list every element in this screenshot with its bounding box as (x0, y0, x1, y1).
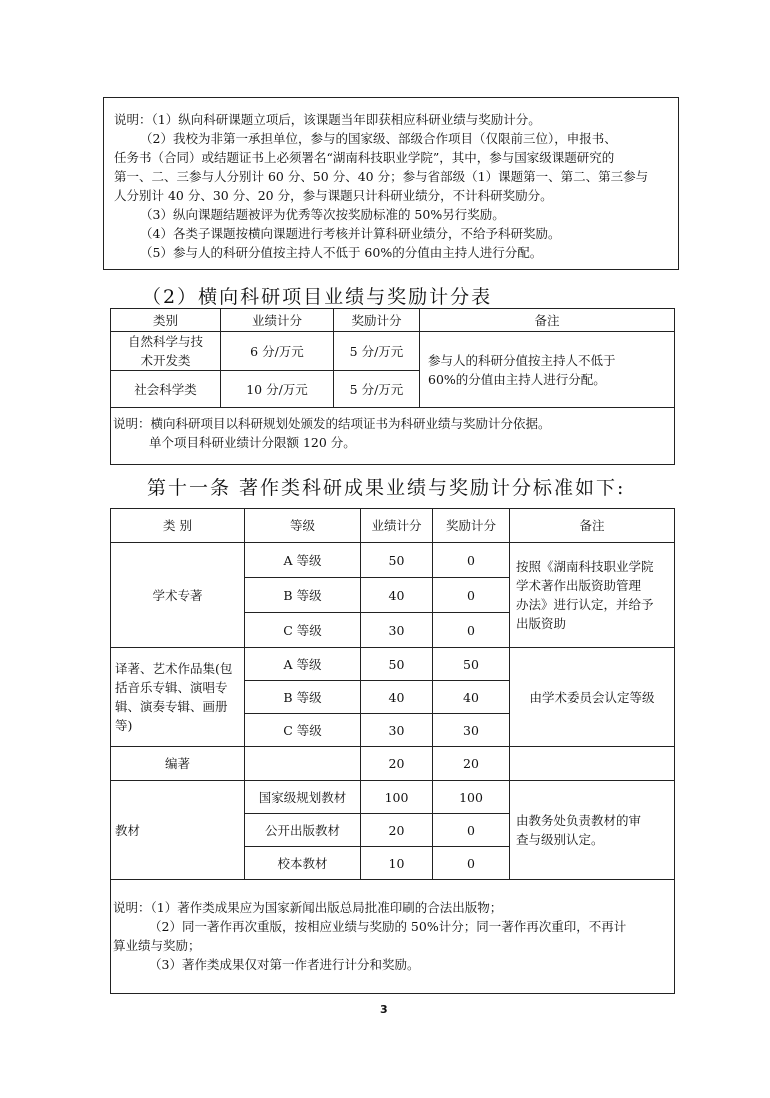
score-cell: 30 (361, 714, 433, 747)
remark-cell (510, 781, 675, 880)
score-cell: 20 (361, 814, 433, 847)
remark-line: 学术著作出版资助管理 (516, 578, 642, 593)
remark-line: 由教务处负责教材的审 (516, 813, 642, 828)
note-line: （3）著作类成果仅对第一作者进行计分和奖励。 (149, 957, 420, 972)
category-line: 自然科学与技 (127, 334, 203, 349)
category-line: 括音乐专辑、演唱专 (115, 680, 228, 695)
remark-line: 办法》进行认定，并给予 (516, 597, 654, 612)
reward-cell: 30 (433, 714, 510, 747)
reward-cell: 0 (433, 578, 510, 613)
score-cell: 30 (361, 613, 433, 648)
remark-line: 60%的分值由主持人进行分配。 (428, 371, 606, 387)
score-cell: 40 (361, 681, 433, 714)
score-cell: 6 分/万元 (221, 332, 334, 371)
header-score: 业绩计分 (361, 509, 433, 543)
grade-cell: 公开出版教材 (245, 814, 361, 847)
grade-cell (245, 747, 361, 781)
category-line: 术开发类 (140, 353, 191, 368)
category-cell (111, 332, 221, 371)
score-cell: 20 (361, 747, 433, 781)
header-grade: 等级 (245, 509, 361, 543)
reward-cell: 40 (433, 681, 510, 714)
publications-table (110, 508, 675, 994)
score-cell: 50 (361, 648, 433, 681)
category-line: 等) (115, 718, 133, 733)
reward-cell: 0 (433, 847, 510, 880)
note-line: 单个项目科研业绩计分限额 120 分。 (149, 435, 356, 450)
category-line: 译著、艺术作品集(包 (115, 661, 233, 676)
remark-cell (510, 543, 675, 648)
note-line: （2）同一著作再次重版，按相应业绩与奖励的 50%计分；同一著作再次重印，不再计 (149, 919, 627, 934)
header-category: 类别 (111, 309, 221, 332)
category-cell: 编著 (111, 747, 245, 781)
category-cell: 教材 (111, 781, 245, 880)
reward-cell: 20 (433, 747, 510, 781)
reward-cell: 5 分/万元 (334, 371, 420, 408)
note-line: 说明：（1）著作类成果应为国家新闻出版总局批准印刷的合法出版物； (113, 900, 503, 915)
note-line: 第一、二、三参与人分别计 60 分、50 分、40 分；参与省部级（1）课题第一、第二、第三参与 (114, 169, 649, 184)
header-category: 类 别 (111, 509, 245, 543)
note-box-vertical-projects (103, 97, 679, 270)
note-line: 任务书（合同）或结题证书上必须署名“湖南科技职业学院”，其中，参与国家级课题研究的 (114, 150, 615, 165)
publications-note-cell (111, 880, 675, 994)
remark-line: 参与人的科研分值按主持人不低于 (428, 352, 616, 368)
reward-cell: 0 (433, 613, 510, 648)
score-cell: 10 (361, 847, 433, 880)
category-cell: 社会科学类 (111, 371, 221, 408)
remark-line: 按照《湖南科技职业学院 (516, 559, 654, 574)
note-line: （3）纵向课题结题被评为优秀等次按奖励标准的 50%另行奖励。 (140, 207, 505, 222)
reward-cell: 100 (433, 781, 510, 814)
article-11-title: 第十一条 著作类科研成果业绩与奖励计分标准如下: (147, 477, 626, 499)
reward-cell: 5 分/万元 (334, 332, 420, 371)
score-cell: 40 (361, 578, 433, 613)
reward-cell: 50 (433, 648, 510, 681)
note-line: 说明：（1）纵向科研课题立项后，该课题当年即获相应科研业绩与奖励计分。 (114, 112, 541, 127)
horizontal-projects-table (110, 308, 675, 465)
remark-cell: 由学术委员会认定等级 (510, 648, 675, 747)
header-remark: 备注 (420, 309, 675, 332)
grade-cell: 校本教材 (245, 847, 361, 880)
horizontal-note-cell (111, 408, 675, 465)
remark-cell (510, 747, 675, 781)
page-number: 3 (380, 1003, 388, 1016)
remark-line: 出版资助 (516, 616, 567, 631)
header-reward: 奖励计分 (433, 509, 510, 543)
reward-cell: 0 (433, 814, 510, 847)
grade-cell: B 等级 (245, 681, 361, 714)
note-line: 人分别计 40 分、30 分、20 分，参与课题只计科研业绩分，不计科研奖励分。 (114, 188, 553, 203)
note-line: （4）各类子课题按横向课题进行考核并计算科研业绩分，不给予科研奖励。 (140, 226, 561, 241)
note-line: （2）我校为非第一承担单位，参与的国家级、部级合作项目（仅限前三位），申报书、 (140, 131, 617, 146)
grade-cell: A 等级 (245, 543, 361, 578)
note-line: 说明：横向科研项目以科研规划处颁发的结项证书为科研业绩与奖励计分依据。 (113, 416, 551, 431)
score-cell: 10 分/万元 (221, 371, 334, 408)
header-reward: 奖励计分 (334, 309, 420, 332)
category-cell: 学术专著 (111, 543, 245, 648)
remark-line: 查与级别认定。 (516, 832, 604, 847)
section-title-horizontal-projects: （2）横向科研项目业绩与奖励计分表 (142, 286, 493, 308)
grade-cell: C 等级 (245, 714, 361, 747)
note-line: 算业绩与奖励； (113, 938, 201, 953)
header-score: 业绩计分 (221, 309, 334, 332)
category-cell (111, 648, 245, 747)
reward-cell: 0 (433, 543, 510, 578)
remark-cell (420, 332, 675, 408)
grade-cell: B 等级 (245, 578, 361, 613)
category-line: 辑、演奏专辑、画册 (115, 699, 228, 714)
score-cell: 100 (361, 781, 433, 814)
grade-cell: 国家级规划教材 (245, 781, 361, 814)
score-cell: 50 (361, 543, 433, 578)
grade-cell: C 等级 (245, 613, 361, 648)
grade-cell: A 等级 (245, 648, 361, 681)
header-remark: 备注 (510, 509, 675, 543)
note-line: （5）参与人的科研分值按主持人不低于 60%的分值由主持人进行分配。 (140, 245, 543, 260)
